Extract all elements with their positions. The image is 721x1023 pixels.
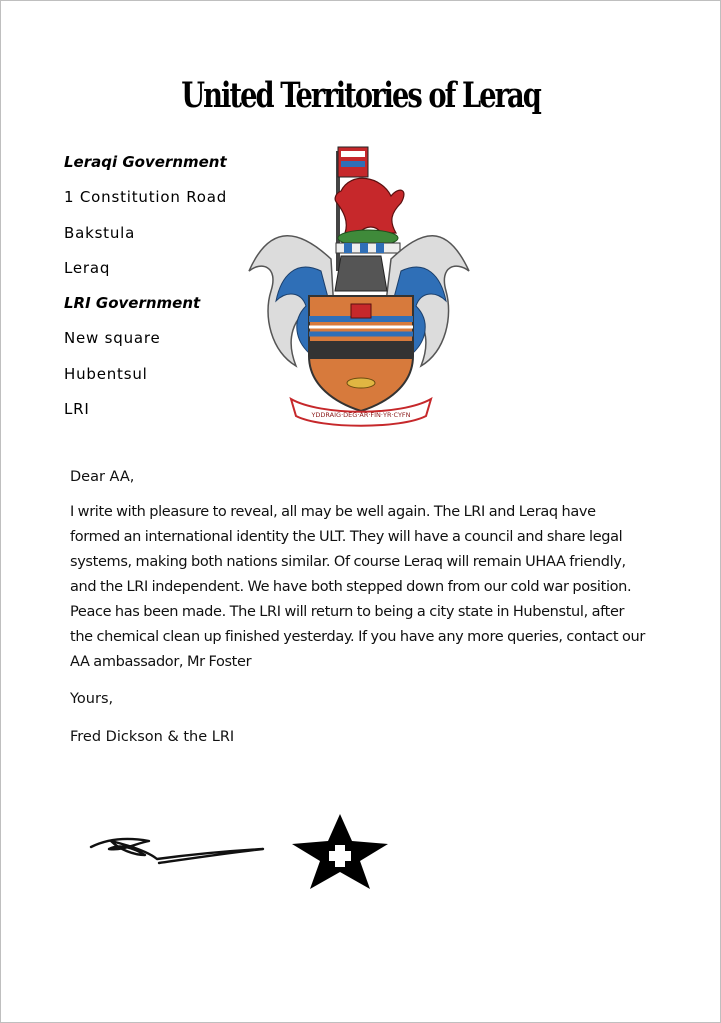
body-line: formed an international identity the ULT. They will have a council and share legal [70, 529, 623, 545]
leraq-city: Bakstula [64, 223, 136, 242]
helmet [335, 256, 387, 291]
leraq-country: Leraq [64, 258, 111, 277]
body-line: I write with pleasure to reveal, all may be well again. The LRI and Leraq have [70, 504, 596, 520]
body-line: systems, making both nations similar. Of course Leraq will remain UHAA friendly, [70, 554, 626, 570]
wreath-segment [376, 243, 384, 253]
letter-closing: Yours, [70, 691, 114, 707]
wreath-segment [360, 243, 368, 253]
star-cross-seal-icon [290, 814, 390, 890]
lri-city: Hubentsul [64, 364, 148, 383]
page-title: United Territories of Leraq [181, 75, 540, 116]
letter-body [70, 500, 670, 675]
lri-street: New square [64, 329, 161, 348]
address-block [64, 151, 227, 433]
shield-tower [351, 304, 371, 318]
body-line: AA ambassador, Mr Foster [70, 654, 252, 670]
shield-band [309, 341, 413, 359]
coat-of-arms-emblem [241, 141, 476, 436]
flag-stripe [341, 151, 365, 157]
flag-stripe [341, 161, 365, 167]
body-line: the chemical clean up finished yesterday. If you have any more queries, contact our [70, 629, 645, 645]
body-line: and the LRI independent. We have both stepped down from our cold war position. [70, 579, 632, 595]
leraq-government-heading: Leraqi Government [64, 153, 227, 171]
letter-content [70, 465, 670, 749]
leraq-street: 1 Constitution Road [64, 188, 228, 207]
body-line: Peace has been made. The LRI will return to being a city state in Hubenstul, after [70, 604, 625, 620]
letter-greeting: Dear AA, [70, 469, 135, 485]
handwritten-signature [87, 829, 269, 869]
dragon-icon [335, 178, 404, 233]
wreath-segment [344, 243, 352, 253]
crest-motto: YDDRAIG·DEG·AR·FIN·YR·CYFN [311, 411, 411, 419]
lri-government-heading: LRI Government [64, 294, 201, 313]
fish-icon [347, 378, 375, 388]
lri-country: LRI [64, 400, 90, 419]
letter-signoff: Fred Dickson & the LRI [70, 729, 235, 745]
